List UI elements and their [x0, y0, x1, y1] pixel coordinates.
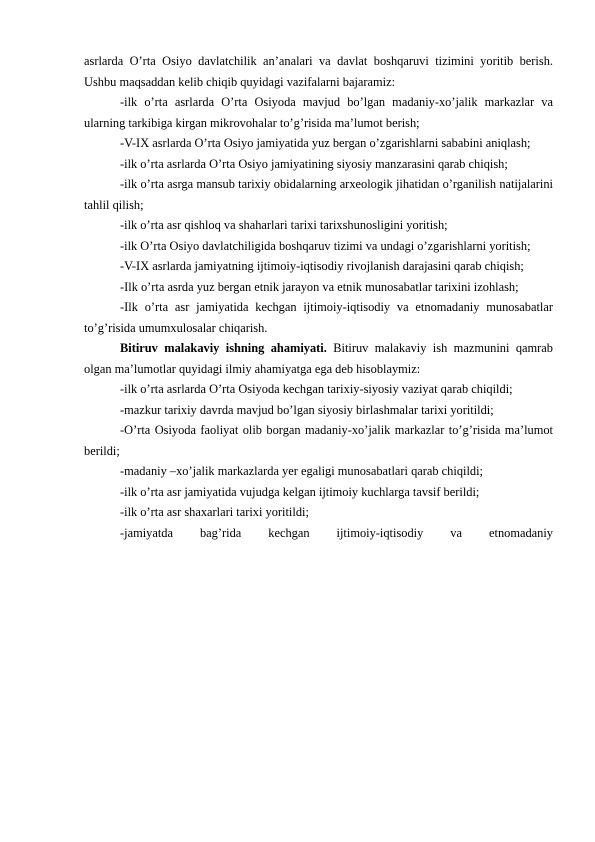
list-item: -O’rta Osiyoda faoliyat olib borgan madaniy-xo’jalik markazlar to’g’risida ma’lumot berildi;: [84, 423, 553, 458]
list-item: -ilk o’rta asrlarda O’rta Osiyoda kechgan tarixiy-siyosiy vaziyat qarab chiqildi;: [120, 382, 513, 396]
list-item: -ilk o’rta asrlarda O’rta Osiyo jamiyatining siyosiy manzarasini qarab chiqish;: [120, 156, 508, 171]
list-item: -ilk o’rta asr shaxarlari tarixi yoritildi;: [120, 505, 309, 519]
list-item: -Ilk o’rta asr jamiyatida kechgan ijtimoiy-iqtisodiy va etnomadaniy munosabatlar to’g’risida umumxulosalar chiqarish.: [84, 300, 553, 335]
list-item: -V-IX asrlarda jamiyatning ijtimoiy-iqtisodiy rivojlanish darajasini qarab chiqish;: [120, 259, 524, 273]
list-item: -mazkur tarixiy davrda mavjud bo’lgan siyosiy birlashmalar tarixi yoritildi;: [120, 402, 494, 417]
list-item: -madaniy –xo’jalik markazlarda yer egaligi munosabatlari qarab chiqildi;: [120, 464, 483, 478]
list-item: -Ilk o’rta asrda yuz bergan etnik jarayon va etnik munosabatlar tarixini izohlash;: [120, 279, 519, 294]
list-item: -V-IX asrlarda O’rta Osiyo jamiyatida yuz bergan o’zgarishlarni sababini aniqlash;: [120, 136, 531, 150]
list-item: -jamiyatda bag’rida kechgan ijtimoiy-iqtisodiy va etnomadaniy: [120, 525, 553, 540]
list-item: -ilk o’rta asr qishloq va shaharlari tarixi tarixshunosligini yoritish;: [120, 218, 448, 232]
paragraph-significance-text: Bitiruv malakaviy ish mazmunini qamrab olgan ma’lumotlar quyidagi ilmiy ahamiyatga ega deb hisoblaymiz:: [84, 341, 553, 376]
paragraph-significance: [84, 338, 553, 379]
list-item: -ilk o’rta asr jamiyatida vujudga kelgan ijtimoiy kuchlarga tavsif berildi;: [120, 484, 480, 499]
section-heading-significance: Bitiruv malakaviy ishning ahamiyati.: [120, 341, 327, 355]
document-page: [84, 51, 553, 543]
paragraph-intro: asrlarda O’rta Osiyo davlatchilik an’analari va davlat boshqaruvi tizimini yoritib berish. Ushbu maqsaddan kelib chiqib quyidagi vazifalarni bajaramiz:: [84, 54, 553, 89]
list-item: -ilk O’rta Osiyo davlatchiligida boshqaruv tizimi va undagi o’zgarishlarni yoritish;: [120, 238, 531, 253]
list-item: -ilk o’rta asrga mansub tarixiy obidalarning arxeologik jihatidan o’rganilish natijalarini tahlil qilish;: [84, 177, 553, 212]
list-item: -ilk o’rta asrlarda O’rta Osiyoda mavjud bo’lgan madaniy-xo’jalik markazlar va ularning tarkibiga kirgan mikrovohalar to’g’risida ma’lumot berish;: [84, 95, 553, 130]
